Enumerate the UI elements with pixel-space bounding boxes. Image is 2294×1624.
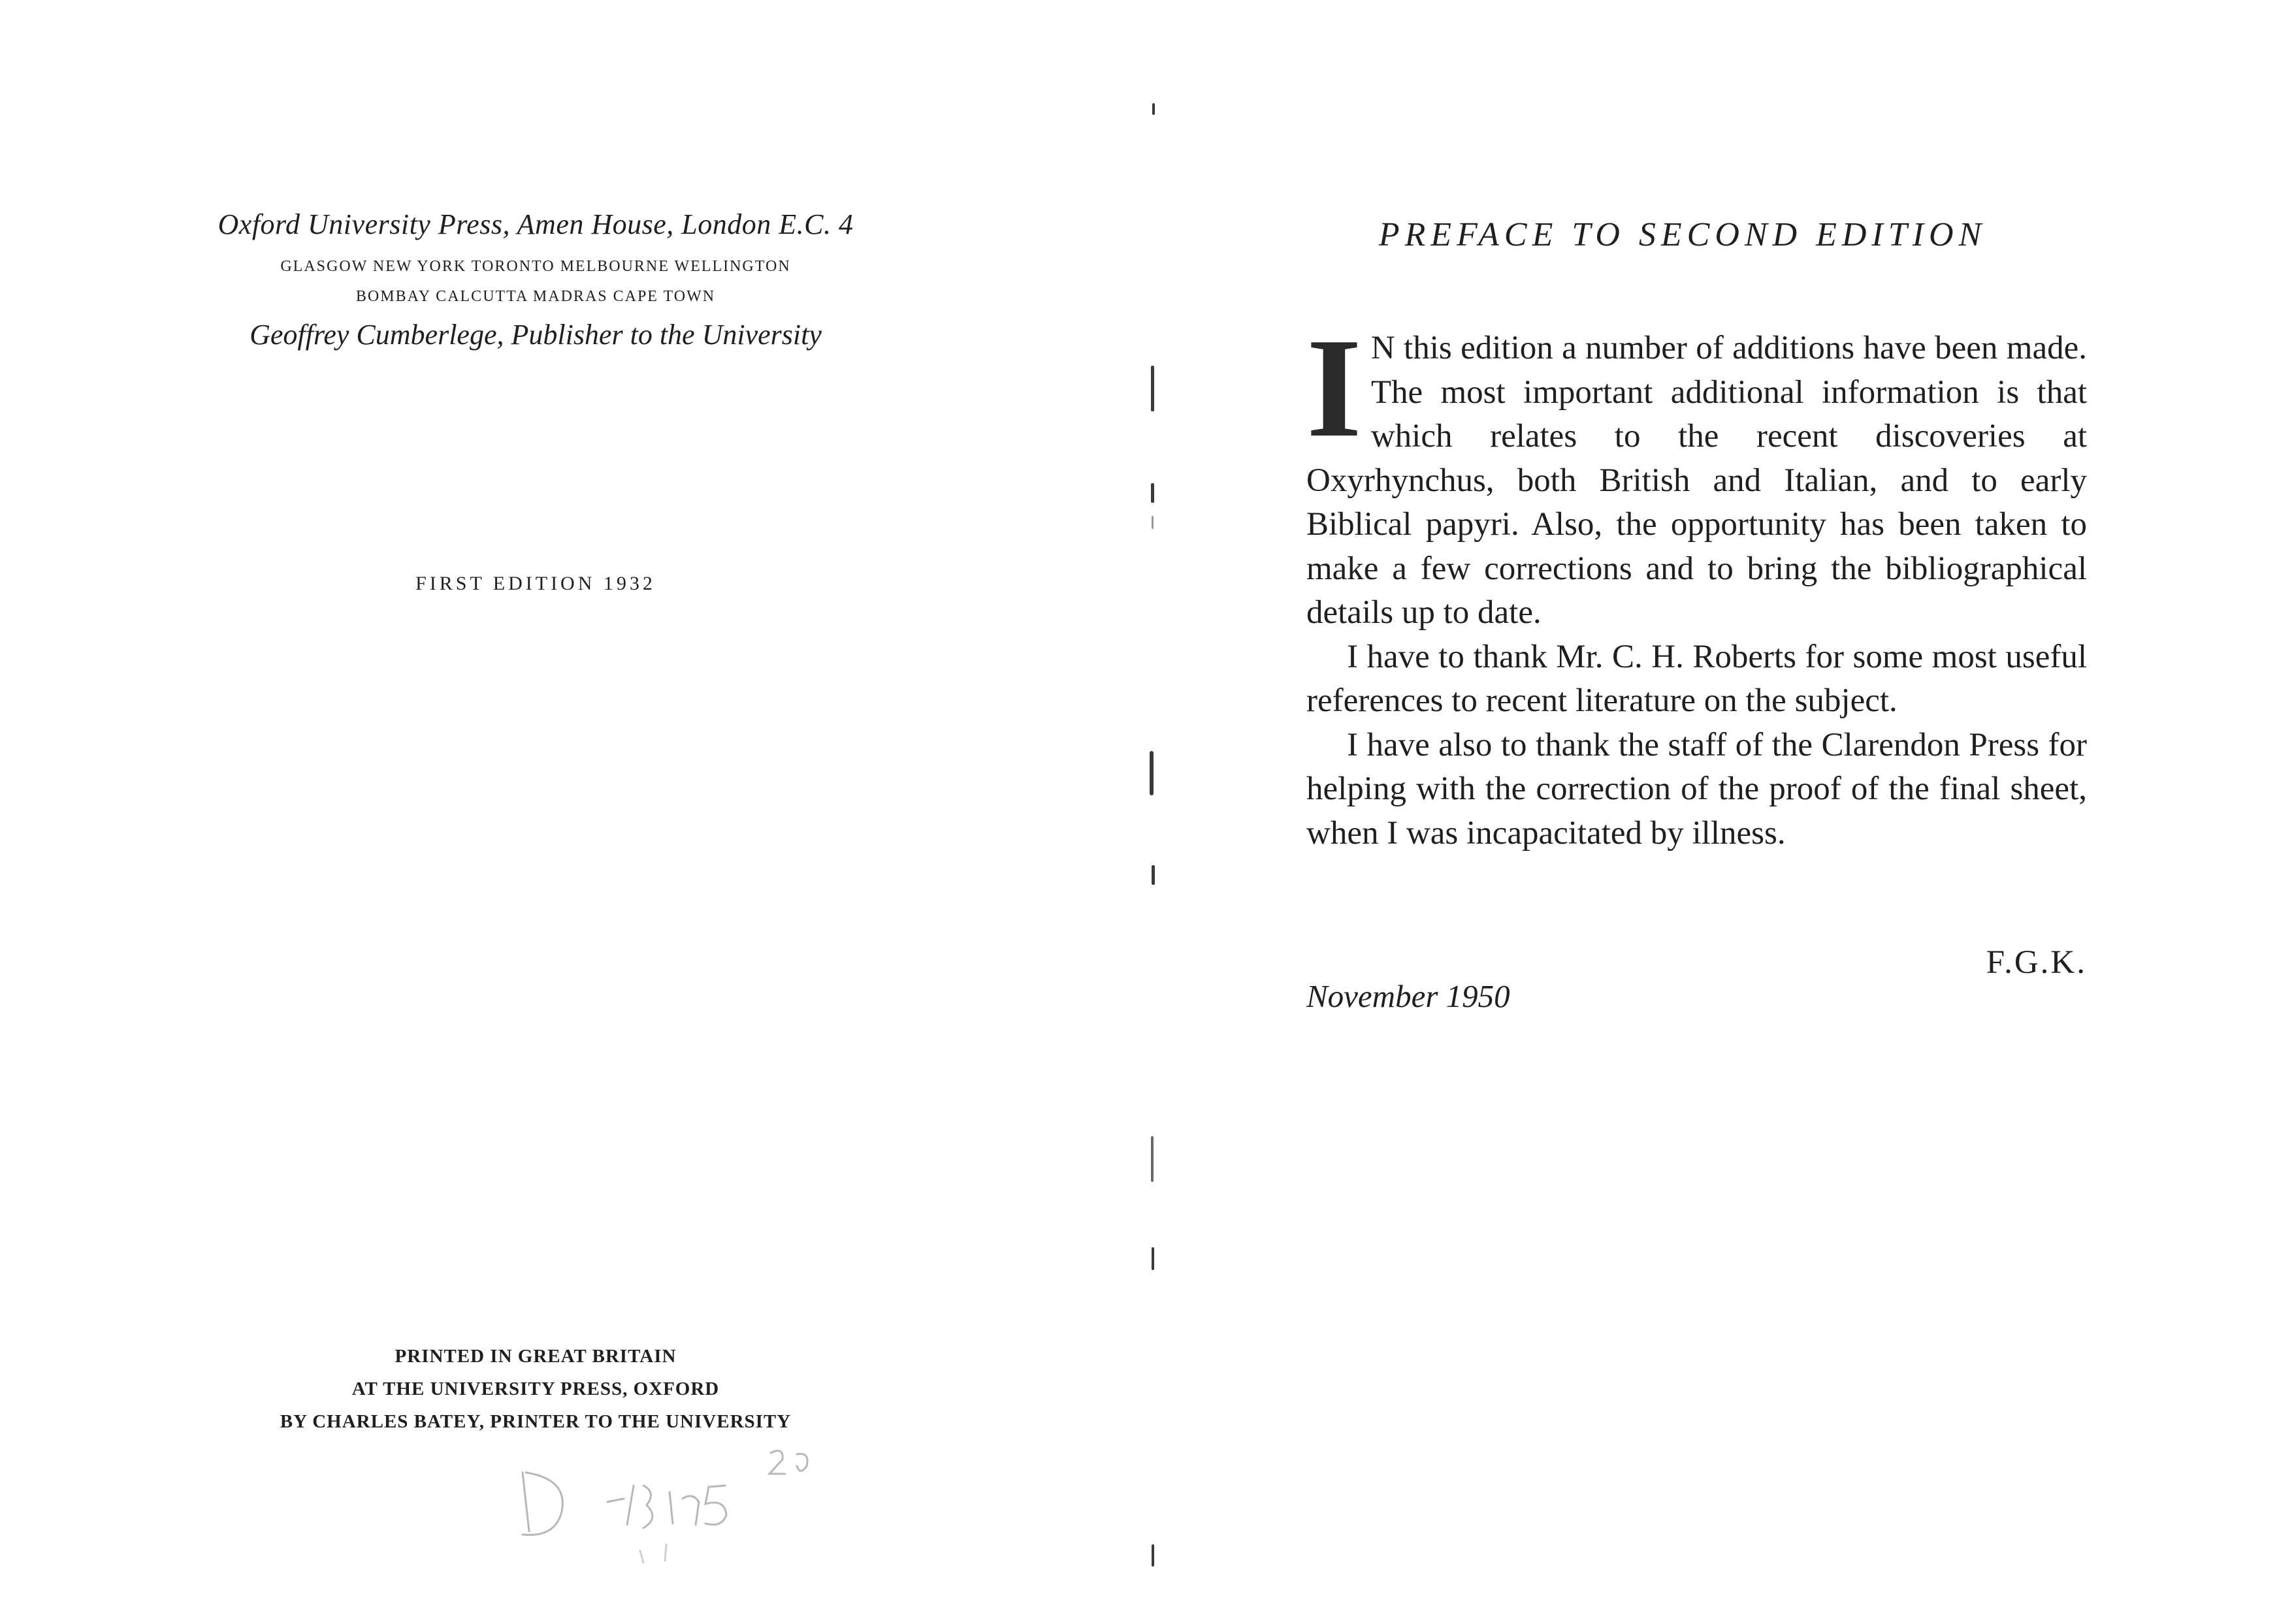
preface-paragraph xyxy=(1306,310,2087,635)
preface-body xyxy=(1306,310,2087,855)
printer-line: BY CHARLES BATEY, PRINTER TO THE UNIVERSITY xyxy=(280,1411,792,1432)
drop-cap: I xyxy=(1306,310,1362,467)
author-initials: F.G.K. xyxy=(1986,944,2087,981)
printer-imprint xyxy=(0,1340,1071,1438)
preface-paragraph-text: N this edition a number of additions have been made. The most important additional information is that which relates to the recent discoveries at Oxyrhynchus, both British and Italian, and to early Biblical papyri. Also, the opportunity has been taken to make a few corrections and to bring the bibliographical details up to date. xyxy=(1306,330,2087,631)
preface-paragraph: I have to thank Mr. C. H. Roberts for some most useful references to recent literature on the subject. xyxy=(1306,638,2087,719)
library-stamp xyxy=(509,1446,875,1564)
printer-line: PRINTED IN GREAT BRITAIN xyxy=(395,1346,677,1367)
publisher-cities-line-2: BOMBAY CALCUTTA MADRAS CAPE TOWN xyxy=(355,288,716,305)
edition-statement: FIRST EDITION 1932 xyxy=(415,573,656,594)
publisher-cities-line-1: GLASGOW NEW YORK TORONTO MELBOURNE WELLINGTON xyxy=(280,258,791,275)
publisher-name: Geoffrey Cumberlege, Publisher to the University xyxy=(250,319,822,351)
preface-title: PREFACE TO SECOND EDITION xyxy=(1378,216,1987,253)
printer-line: AT THE UNIVERSITY PRESS, OXFORD xyxy=(351,1378,720,1399)
preface-paragraph: I have also to thank the staff of the Clarendon Press for helping with the correction of the proof of the final sheet, when I was incapacitated by illness. xyxy=(1306,726,2087,852)
right-page xyxy=(1147,0,2294,1624)
publisher-address: Oxford University Press, Amen House, London E.C. 4 xyxy=(218,208,854,240)
preface-date: November 1950 xyxy=(1306,978,1510,1014)
